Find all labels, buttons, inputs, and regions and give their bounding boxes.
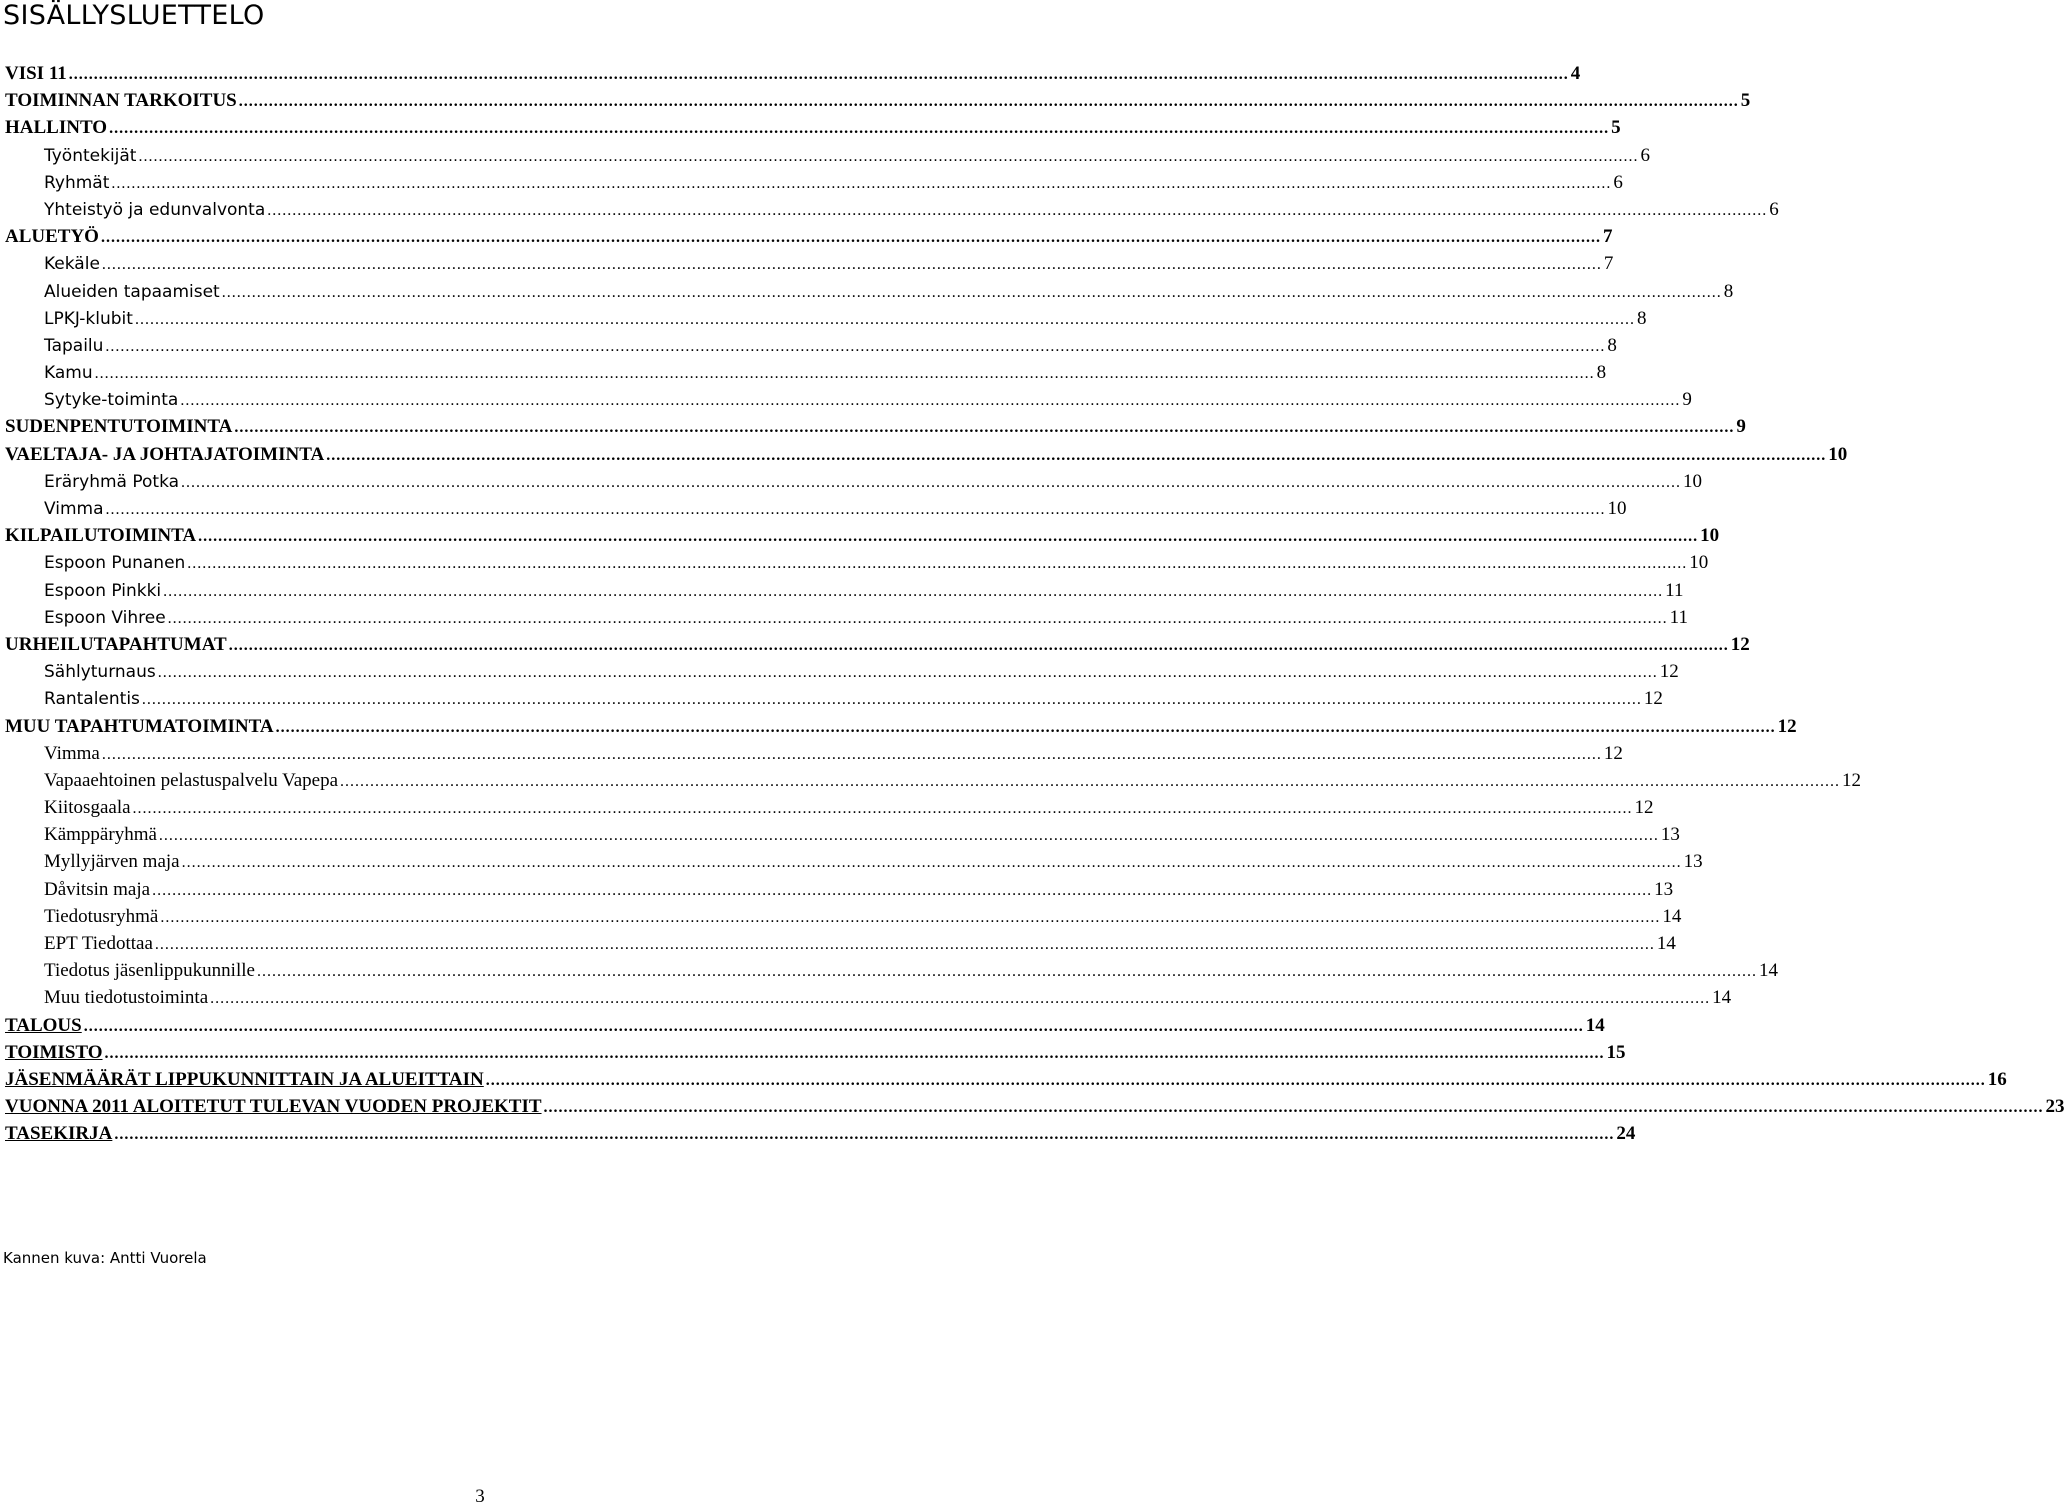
toc-entry[interactable]: [0, 332, 1617, 359]
toc-entry-label: Eräryhmä Potka: [44, 469, 181, 496]
toc-dot-leader: ............................................................................................................................................................................................................................................................................................................: [104, 1044, 1605, 1062]
cover-photo-caption: Kannen kuva: Antti Vuorela: [3, 1249, 207, 1267]
toc-entry-page: 11: [1665, 579, 1684, 601]
toc-entry-label: EPT Tiedottaa: [44, 930, 155, 957]
toc-entry-label: TOIMISTO: [5, 1039, 105, 1066]
toc-dot-leader: ............................................................................................................................................................................................................................................................................................................: [141, 691, 1642, 709]
toc-entry[interactable]: [0, 495, 1627, 522]
toc-entry-label: Kamu: [44, 360, 95, 387]
toc-dot-leader: ............................................................................................................................................................................................................................................................................................................: [181, 473, 1682, 491]
toc-dot-leader: ............................................................................................................................................................................................................................................................................................................: [267, 201, 1768, 219]
toc-entry-label: Tiedotus jäsenlippukunnille: [44, 957, 257, 984]
toc-entry[interactable]: [0, 1093, 2065, 1120]
toc-dot-leader: ............................................................................................................................................................................................................................................................................................................: [160, 908, 1661, 926]
toc-entry-page: 8: [1596, 362, 1607, 384]
toc-entry-page: 12: [1634, 797, 1654, 819]
toc-entry-label: Myllyjärven maja: [44, 848, 182, 875]
toc-entry[interactable]: [0, 196, 1779, 223]
toc-entry-page: 14: [1585, 1014, 1605, 1036]
toc-entry-label: MUU TAPAHTUMATOIMINTA: [5, 713, 276, 740]
toc-entry-page: 10: [1607, 498, 1627, 519]
toc-entry[interactable]: [0, 1039, 1626, 1066]
toc-dot-leader: ............................................................................................................................................................................................................................................................................................................: [275, 718, 1776, 736]
toc-entry-label: Sählyturnaus: [44, 659, 158, 686]
toc-entry-page: 13: [1660, 824, 1680, 846]
toc-entry[interactable]: [0, 984, 1732, 1011]
toc-dot-leader: ............................................................................................................................................................................................................................................................................................................: [228, 636, 1729, 654]
toc-dot-leader: ............................................................................................................................................................................................................................................................................................................: [111, 174, 1612, 192]
toc-entry-label: LPKJ-klubit: [44, 306, 135, 333]
toc-dot-leader: ............................................................................................................................................................................................................................................................................................................: [94, 365, 1595, 383]
toc-dot-leader: ............................................................................................................................................................................................................................................................................................................: [543, 1099, 2044, 1117]
toc-entry[interactable]: [0, 60, 1581, 87]
toc-dot-leader: ............................................................................................................................................................................................................................................................................................................: [157, 664, 1658, 682]
toc-dot-leader: ............................................................................................................................................................................................................................................................................................................: [181, 854, 1682, 872]
toc-entry[interactable]: [0, 278, 1734, 305]
toc-entry-page: 12: [1643, 688, 1663, 710]
toc-entry-page: 10: [1700, 525, 1720, 547]
toc-entry-label: Ryhmät: [44, 170, 111, 197]
toc-entry-page: 16: [1987, 1068, 2007, 1090]
toc-dot-leader: ............................................................................................................................................................................................................................................................................................................: [105, 337, 1606, 355]
toc-dot-leader: ............................................................................................................................................................................................................................................................................................................: [187, 555, 1688, 573]
toc-dot-leader: ............................................................................................................................................................................................................................................................................................................: [132, 800, 1633, 818]
toc-dot-leader: ............................................................................................................................................................................................................................................................................................................: [134, 310, 1635, 328]
toc-entry-label: Espoon Vihree: [44, 605, 168, 632]
toc-entry[interactable]: [0, 876, 1674, 903]
toc-entry-page: 8: [1723, 280, 1734, 302]
toc-entry-page: 9: [1682, 389, 1692, 411]
toc-entry-label: TASEKIRJA: [5, 1120, 114, 1147]
toc-dot-leader: ............................................................................................................................................................................................................................................................................................................: [158, 827, 1659, 845]
toc-entry-label: Kämppäryhmä: [44, 821, 159, 848]
toc-entry[interactable]: [0, 767, 1862, 794]
toc-entry[interactable]: [0, 468, 1703, 495]
toc-entry-label: Espoon Punanen: [44, 550, 187, 577]
toc-entry-label: Vimma: [44, 496, 106, 523]
toc-entry-page: 12: [1777, 715, 1797, 737]
toc-dot-leader: ............................................................................................................................................................................................................................................................................................................: [114, 1126, 1615, 1144]
toc-dot-leader: ............................................................................................................................................................................................................................................................................................................: [105, 501, 1606, 518]
toc-entry-page: 11: [1669, 606, 1688, 628]
toc-entry-page: 6: [1640, 144, 1650, 166]
toc-entry-label: VUONNA 2011 ALOITETUT TULEVAN VUODEN PROJEKTIT: [5, 1093, 544, 1120]
toc-dot-leader: ............................................................................................................................................................................................................................................................................................................: [221, 283, 1722, 301]
toc-entry-label: Vapaaehtoinen pelastuspalvelu Vapepa: [44, 767, 340, 794]
toc-entry[interactable]: [0, 250, 1614, 277]
toc-entry-page: 5: [1740, 90, 1751, 112]
toc-dot-leader: ............................................................................................................................................................................................................................................................................................................: [152, 881, 1653, 899]
toc-entry-label: Alueiden tapaamiset: [44, 279, 222, 306]
toc-dot-leader: ............................................................................................................................................................................................................................................................................................................: [163, 582, 1664, 600]
toc-entry-page: 8: [1607, 334, 1617, 356]
toc-entry[interactable]: [0, 223, 1613, 250]
toc-dot-leader: ............................................................................................................................................................................................................................................................................................................: [326, 446, 1827, 464]
toc-entry-label: Yhteistyö ja edunvalvonta: [44, 197, 267, 224]
toc-dot-leader: ............................................................................................................................................................................................................................................................................................................: [109, 120, 1610, 138]
toc-entry-label: Rantalentis: [44, 686, 142, 713]
toc-entry-page: 5: [1611, 117, 1621, 139]
toc-entry[interactable]: [0, 848, 1703, 875]
toc-dot-leader: ............................................................................................................................................................................................................................................................................................................: [180, 392, 1681, 410]
toc-entry[interactable]: [0, 169, 1623, 196]
toc-entry[interactable]: [0, 685, 1663, 712]
toc-entry[interactable]: [0, 359, 1607, 386]
toc-entry-label: TALOUS: [5, 1012, 84, 1039]
toc-entry-page: 7: [1603, 253, 1614, 275]
toc-dot-leader: ............................................................................................................................................................................................................................................................................................................: [340, 772, 1841, 790]
toc-entry-label: Työntekijät: [44, 143, 138, 170]
toc-entry[interactable]: [0, 631, 1750, 658]
toc-entry[interactable]: [0, 604, 1688, 631]
toc-entry-page: 9: [1736, 416, 1746, 438]
toc-entry[interactable]: [0, 142, 1650, 169]
toc-entry-label: Vimma: [44, 740, 102, 767]
toc-entry-page: 24: [1616, 1123, 1636, 1145]
toc-entry-page: 12: [1603, 742, 1623, 764]
toc-entry-page: 14: [1656, 933, 1676, 954]
toc-entry-page: 12: [1659, 661, 1679, 683]
toc-dot-leader: ............................................................................................................................................................................................................................................................................................................: [100, 229, 1601, 247]
toc-entry-label: SUDENPENTUTOIMINTA: [5, 413, 234, 440]
toc-entry[interactable]: [0, 87, 1751, 114]
toc-entry[interactable]: [0, 577, 1684, 604]
toc-entry[interactable]: [0, 549, 1709, 576]
toc-entry-page: 12: [1842, 769, 1862, 791]
toc-entry-page: 14: [1662, 905, 1682, 927]
toc-entry[interactable]: [0, 114, 1621, 141]
toc-entry-label: VAELTAJA- JA JOHTAJATOIMINTA: [5, 441, 326, 468]
table-of-contents: [0, 60, 2065, 1148]
toc-entry[interactable]: [0, 821, 1680, 848]
toc-entry-label: Tapailu: [44, 333, 105, 360]
toc-entry-page: 10: [1683, 470, 1703, 492]
toc-entry[interactable]: [0, 794, 1654, 821]
toc-dot-leader: ............................................................................................................................................................................................................................................................................................................: [167, 609, 1668, 627]
toc-dot-leader: ............................................................................................................................................................................................................................................................................................................: [101, 745, 1602, 763]
toc-entry-page: 6: [1769, 198, 1779, 220]
toc-entry[interactable]: [0, 386, 1692, 413]
toc-entry-page: 13: [1683, 851, 1703, 873]
toc-dot-leader: ............................................................................................................................................................................................................................................................................................................: [83, 1017, 1584, 1035]
toc-entry[interactable]: [0, 441, 1848, 468]
toc-dot-leader: ............................................................................................................................................................................................................................................................................................................: [198, 528, 1699, 546]
toc-entry[interactable]: [0, 930, 1676, 957]
toc-entry-page: 10: [1689, 552, 1709, 574]
toc-entry-page: 14: [1712, 987, 1732, 1009]
toc-entry-label: Sytyke-toiminta: [44, 387, 180, 414]
toc-entry-page: 15: [1606, 1041, 1626, 1063]
toc-entry-label: Espoon Pinkki: [44, 578, 163, 605]
toc-entry-label: TOIMINNAN TARKOITUS: [5, 87, 239, 114]
toc-entry[interactable]: [0, 413, 1746, 440]
toc-entry-page: 14: [1758, 960, 1778, 982]
toc-entry[interactable]: [0, 957, 1778, 984]
toc-dot-leader: ............................................................................................................................................................................................................................................................................................................: [485, 1071, 1986, 1089]
toc-dot-leader: ............................................................................................................................................................................................................................................................................................................: [256, 963, 1757, 981]
toc-entry-label: Dåvitsin maja: [44, 876, 152, 903]
toc-entry[interactable]: [0, 1120, 1636, 1147]
toc-dot-leader: ............................................................................................................................................................................................................................................................................................................: [101, 256, 1602, 274]
toc-entry-page: 13: [1654, 878, 1674, 900]
toc-entry[interactable]: [0, 522, 1720, 549]
toc-entry-page: 23: [2045, 1096, 2065, 1118]
toc-entry-page: 4: [1570, 63, 1581, 84]
toc-entry-label: Kiitosgaala: [44, 794, 133, 821]
toc-entry-label: ALUETYÖ: [5, 223, 101, 250]
toc-entry-label: KILPAILUTOIMINTA: [5, 522, 198, 549]
toc-entry[interactable]: [0, 713, 1797, 740]
toc-dot-leader: ............................................................................................................................................................................................................................................................................................................: [210, 990, 1711, 1008]
toc-entry[interactable]: [0, 740, 1623, 767]
toc-entry-page: 8: [1636, 307, 1647, 329]
toc-entry-label: URHEILUTAPAHTUMAT: [5, 631, 229, 658]
toc-dot-leader: ............................................................................................................................................................................................................................................................................................................: [138, 147, 1639, 165]
toc-dot-leader: ............................................................................................................................................................................................................................................................................................................: [154, 936, 1655, 953]
toc-dot-leader: ............................................................................................................................................................................................................................................................................................................: [238, 93, 1739, 111]
toc-entry-page: 6: [1613, 171, 1623, 193]
toc-entry[interactable]: [0, 1012, 1605, 1039]
toc-entry[interactable]: [0, 305, 1647, 332]
page-title: SISÄLLYSLUETTELO: [3, 0, 265, 31]
toc-entry-page: 12: [1730, 633, 1750, 655]
toc-entry[interactable]: [0, 1066, 2007, 1093]
toc-entry[interactable]: [0, 903, 1682, 930]
toc-entry-page: 7: [1602, 226, 1613, 248]
toc-entry-label: HALLINTO: [5, 114, 109, 141]
toc-entry-label: JÄSENMÄÄRÄT LIPPUKUNNITTAIN JA ALUEITTAIN: [5, 1066, 486, 1093]
toc-entry-label: Tiedotusryhmä: [44, 903, 160, 930]
toc-entry-label: Muu tiedotustoiminta: [44, 984, 210, 1011]
toc-entry[interactable]: [0, 658, 1679, 685]
toc-dot-leader: ............................................................................................................................................................................................................................................................................................................: [68, 66, 1569, 83]
toc-entry-label: VISI 11: [5, 60, 69, 87]
toc-dot-leader: ............................................................................................................................................................................................................................................................................................................: [234, 419, 1735, 437]
page-number: 3: [475, 1486, 485, 1507]
toc-entry-label: Kekäle: [44, 251, 102, 278]
toc-entry-page: 10: [1828, 443, 1848, 465]
